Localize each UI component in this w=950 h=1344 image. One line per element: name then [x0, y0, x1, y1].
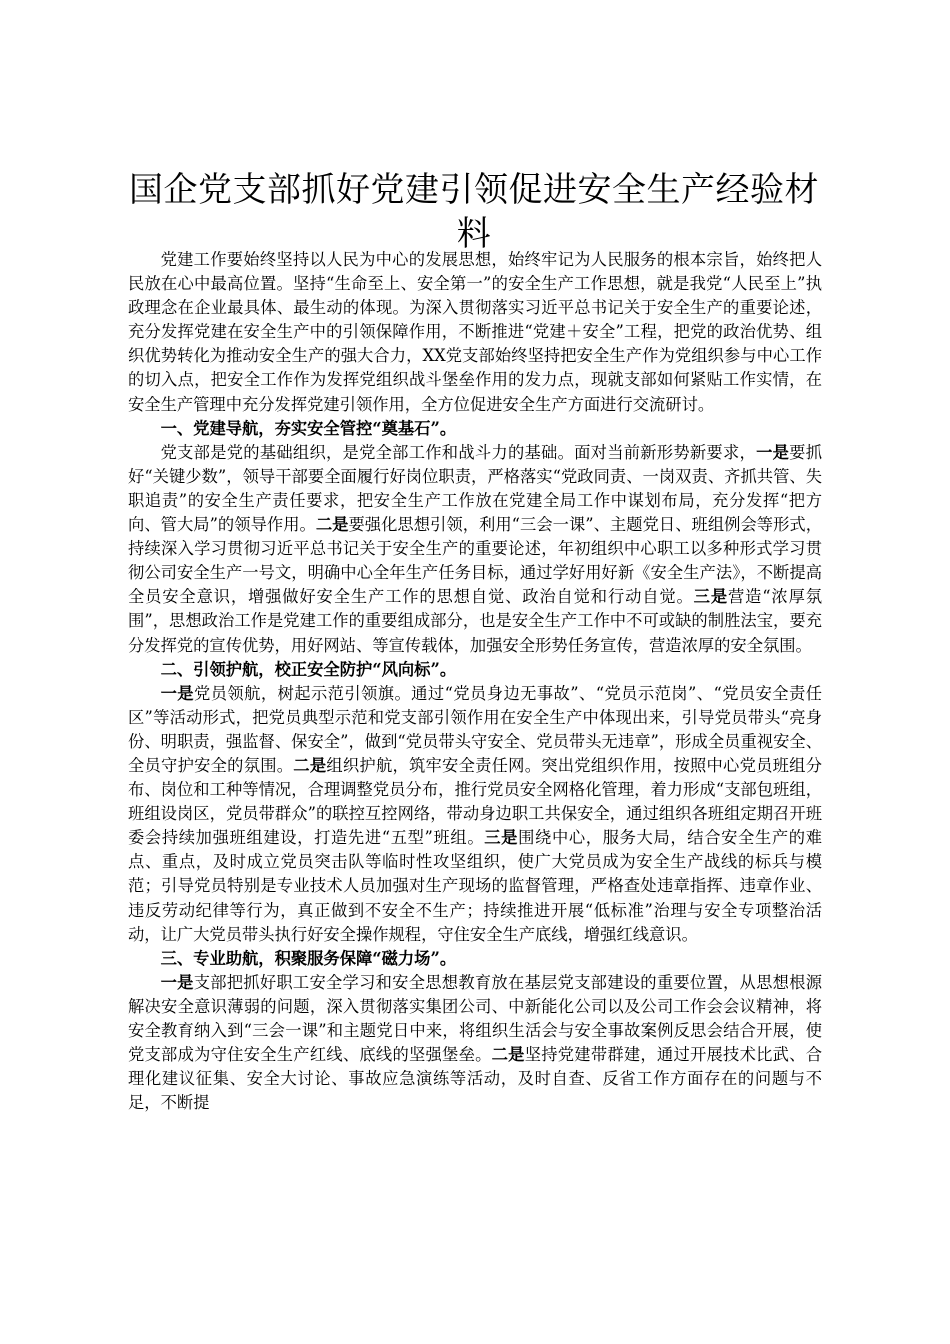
section-1-point-1-marker: 一是: [756, 442, 790, 462]
section-3-point-1-marker: 一是: [160, 972, 194, 992]
section-3-point-1-text: 支部把抓好职工安全学习和安全思想教育放在基层党支部建设的重要位置，从思想根源解决安全意识薄弱的问题，深入贯彻落实集团公司、中新能化公司以及公司工作会会议精神，将安全教育纳入到“三会一课”和主题党日中来，将组织生活会与安全事故案例反思会结合开展，使党支部成为守住安全生产红线、底线的坚强堡垒。: [128, 972, 822, 1065]
section-2-paragraph: [128, 682, 822, 947]
document-body: [128, 248, 822, 1115]
section-1-heading: 一、党建导航，夯实安全管控“奠基石”。: [160, 418, 457, 438]
section-1-point-3-marker: 三是: [693, 587, 728, 607]
section-2-point-2-marker: 二是: [293, 755, 327, 775]
section-2-point-3-marker: 三是: [484, 828, 519, 848]
document-title: 国企党支部抓好党建引领促进安全生产经验材料: [129, 170, 819, 254]
section-3-paragraph: [128, 971, 822, 1116]
section-1-paragraph: [128, 441, 822, 658]
section-2-point-1-text: 党员领航，树起示范引领旗。通过“党员身边无事故”、“党员示范岗”、“党员安全责任区”等活动形式，把党员典型示范和党支部引领作用在安全生产中体现出来，引导党员带头“亮身份、明职责，强监督、保安全”，做到“党员带头守安全、党员带头无违章”，形成全员重视安全、全员守护安全的氛围。: [128, 683, 822, 775]
section-1-text-0: 党支部是党的基础组织，是党全部工作和战斗力的基础。面对当前新形势新要求，: [160, 442, 757, 462]
section-2-point-3-text: 围绕中心，服务大局，结合安全生产的难点、重点，及时成立党员突击队等临时性攻坚组织，使广大党员成为安全生产战线的标兵与模范；引导党员特别是专业技术人员加强对生产现场的监督管理，严格查处违章指挥、违章作业、违反劳动纪律等行为，真正做到不安全不生产；持续推进开展“低标准”治理与安全专项整治活动，让广大党员带头执行好安全操作规程，守住安全生产底线，增强红线意识。: [128, 828, 822, 944]
section-2-heading: 二、引领护航，校正安全防护“风向标”。: [160, 659, 457, 679]
section-3-point-2-text: 坚持党建带群建，通过开展技术比武、合理化建议征集、安全大讨论、事故应急演练等活动，及时自查、反省工作方面存在的问题与不足，不断提: [128, 1045, 822, 1113]
section-1-point-2-text: 要强化思想引领，利用“三会一课”、主题党日、班组例会等形式，持续深入学习贯彻习近平总书记关于安全生产的重要论述，年初组织中心职工以多种形式学习贯彻公司安全生产一号文，明确中心全年生产任务目标，通过学好用好新《安全生产法》，不断提高全员安全意识，增强做好安全生产工作的思想自觉、政治自觉和行动自觉。: [128, 515, 823, 607]
section-1-point-3-text: 营造“浓厚氛围”，思想政治工作是党建工作的重要组成部分，也是安全生产工作中不可或缺的制胜法宝，要充分发挥党的宣传优势，用好网站、等宣传载体，加强安全形势任务宣传，营造浓厚的安全氛围。: [128, 587, 822, 655]
section-1-point-2-marker: 二是: [315, 515, 349, 535]
section-3-heading: 三、专业助航，积聚服务保障“磁力场”。: [160, 948, 457, 968]
section-1-point-1-text: 要抓好“关键少数”，领导干部要全面履行好岗位职责，严格落实“党政同责、一岗双责、齐抓共管、失职追责”的安全生产责任要求，把安全生产工作放在党建全局工作中谋划布局，充分发挥“把方向、管大局”的领导作用。: [128, 442, 822, 535]
section-2-point-2-text: 组织护航，筑牢安全责任网。突出党组织作用，按照中心党员班组分布、岗位和工种等情况，合理调整党员分布，推行党员安全网格化管理，着力形成“支部包班组，班组设岗区，党员带群众”的联控互控网络，带动身边职工共保安全，通过组织各班组定期召开班委会持续加强班组建设，打造先进“五型”班组。: [128, 755, 822, 848]
section-3-point-2-marker: 二是: [491, 1045, 525, 1065]
section-2-point-1-marker: 一是: [160, 683, 195, 703]
intro-paragraph: 党建工作要始终坚持以人民为中心的发展思想，始终牢记为人民服务的根本宗旨，始终把人民放在心中最高位置。坚持“生命至上、安全第一”的安全生产工作思想，就是我党“人民至上”执政理念在企业最具体、最生动的体现。为深入贯彻落实习近平总书记关于安全生产的重要论述，充分发挥党建在安全生产中的引领保障作用，不断推进“党建＋安全”工程，把党的政治优势、组织优势转化为推动安全生产的强大合力，XX党支部始终坚持把安全生产作为党组织参与中心工作的切入点，把安全工作作为发挥党组织战斗堡垒作用的发力点，现就支部如何紧贴工作实情，在安全生产管理中充分发挥党建引领作用，全方位促进安全生产方面进行交流研讨。: [128, 250, 822, 414]
